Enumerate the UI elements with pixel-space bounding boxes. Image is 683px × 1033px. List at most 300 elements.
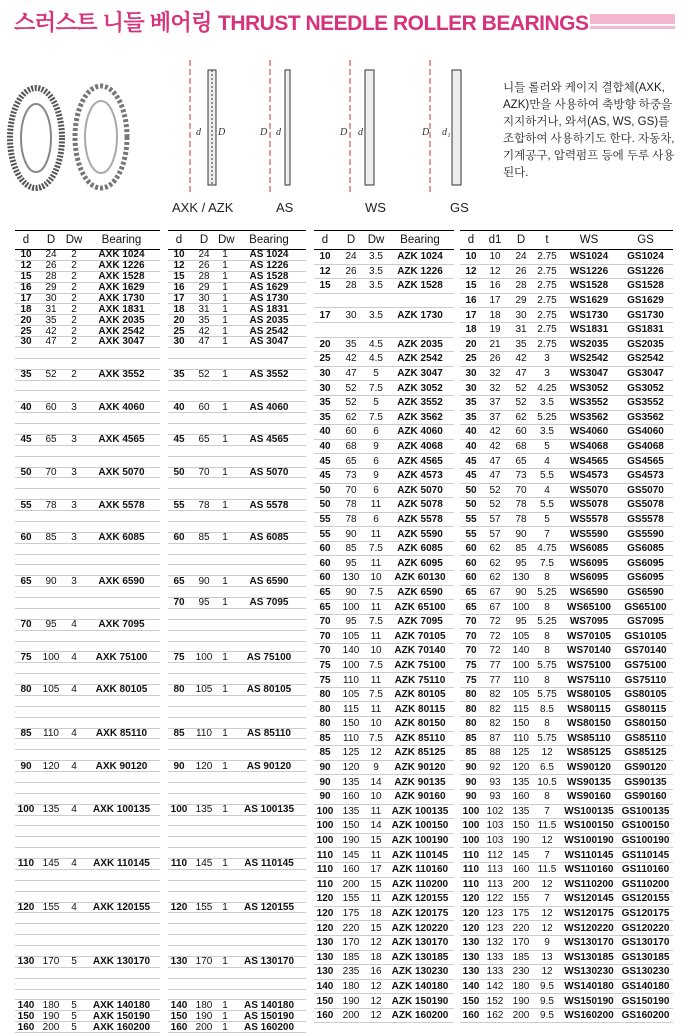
table-row — [460, 1009, 673, 1024]
table-cell: 12 — [370, 1010, 382, 1022]
table-cell: 8 — [544, 674, 550, 686]
table-cell: WS6590 — [569, 586, 609, 598]
table-cell: 185 — [512, 951, 530, 963]
table-cell: WS90120 — [567, 762, 611, 774]
table-row — [168, 696, 306, 707]
table-row — [168, 772, 306, 783]
svg-text:d₁: d₁ — [442, 127, 451, 138]
table-cell: GS5578 — [627, 513, 664, 525]
table-cell: 100 — [170, 804, 188, 816]
table-cell: 95 — [345, 557, 357, 569]
table-cell: 120 — [42, 761, 60, 772]
table-cell: WS1024 — [569, 251, 609, 263]
table-cell: 47 — [515, 368, 527, 380]
table-cell: AZK 100150 — [391, 820, 449, 832]
table-cell: 100 — [462, 805, 480, 817]
table-cell: 3.5 — [369, 309, 383, 321]
table-cell: WS5578 — [569, 513, 609, 525]
table-cell: 80 — [20, 685, 32, 696]
table-cell: 110 — [17, 859, 35, 870]
table-row — [15, 881, 160, 892]
table-cell: GS75110 — [624, 674, 667, 686]
table-cell: 65 — [20, 576, 32, 587]
table-cell: 7.5 — [369, 689, 383, 701]
table-row — [168, 348, 306, 359]
table-cell: AZK 7095 — [397, 616, 443, 628]
column-header: Dw — [65, 234, 83, 246]
table-cell: AS 3552 — [249, 369, 289, 381]
table-cell: WS100135 — [564, 805, 614, 817]
table-cell: 105 — [512, 689, 530, 701]
table-cell: 4 — [71, 685, 77, 696]
table-row — [460, 615, 673, 630]
table-cell: WS70105 — [567, 630, 611, 642]
table-cell: WS110200 — [564, 878, 614, 890]
table-cell: WS120175 — [564, 908, 614, 920]
table-cell: 15 — [370, 835, 382, 847]
table-cell: 30 — [319, 368, 331, 380]
table-cell: 6 — [373, 513, 379, 525]
column-header: Bearing — [400, 234, 440, 246]
table-row — [460, 834, 673, 849]
table-row — [460, 921, 673, 936]
table-cell: AXK 6085 — [98, 532, 145, 544]
table-cell: 2 — [71, 326, 77, 337]
table-cell: 7.5 — [369, 382, 383, 394]
table-cell: 120 — [195, 761, 213, 772]
table-cell: AS 130170 — [243, 956, 295, 968]
table-cell: 1 — [222, 804, 228, 816]
column-header: D — [346, 234, 356, 246]
table-cell: 18 — [370, 951, 382, 963]
table-cell: 47 — [345, 368, 357, 380]
table-cell: 125 — [512, 747, 530, 759]
table-cell: 110 — [462, 878, 480, 890]
table-cell: 52 — [45, 369, 57, 381]
table-row — [460, 250, 673, 265]
table-cell: 8 — [544, 601, 550, 613]
table-row — [15, 837, 160, 848]
table-cell: 60 — [173, 532, 185, 544]
table-cell: GS10105 — [624, 630, 667, 642]
table-cell: AS 1629 — [249, 282, 289, 294]
column-header: Bearing — [101, 234, 142, 246]
table-cell: 10 — [370, 572, 382, 584]
table-cell: 15 — [20, 271, 32, 283]
table-cell: 5 — [544, 513, 550, 525]
table-cell: 90 — [319, 762, 331, 774]
table-cell: AS 1730 — [249, 293, 289, 304]
table-cell: 35 — [319, 411, 331, 423]
table-cell: GS120220 — [621, 922, 670, 934]
table-cell: 230 — [512, 966, 530, 978]
table-row — [15, 729, 160, 740]
table-cell: 90 — [465, 776, 477, 788]
table-cell: AZK 1024 — [397, 251, 443, 263]
table-cell: 170 — [342, 937, 360, 949]
table-cell: 4.25 — [537, 382, 557, 394]
table-row — [314, 834, 454, 849]
table-cell: 12 — [541, 747, 553, 759]
table-row — [168, 446, 306, 457]
table-cell: 40 — [20, 402, 32, 413]
table-cell: 190 — [342, 995, 360, 1007]
table-cell: 18 — [489, 309, 501, 321]
column-header: d — [175, 234, 183, 246]
table-cell: 78 — [198, 500, 210, 511]
table-row — [314, 250, 454, 265]
table-row — [15, 718, 160, 729]
table-row — [15, 294, 160, 305]
table-row — [15, 783, 160, 794]
table-row — [15, 587, 160, 598]
table-cell: GS3047 — [627, 368, 664, 380]
table-row — [168, 370, 306, 381]
table-cell: 145 — [42, 859, 60, 870]
table-cell: AXK 5578 — [98, 500, 145, 511]
table-cell: GS110145 — [621, 849, 670, 861]
table-cell: 8 — [544, 645, 550, 657]
table-cell: 29 — [198, 282, 210, 294]
table-cell: 132 — [486, 937, 504, 949]
table-cell: 8 — [544, 718, 550, 730]
table-cell: 200 — [42, 1022, 60, 1033]
table-cell: 28 — [515, 280, 527, 292]
table-cell: 78 — [515, 513, 527, 525]
table-row — [314, 615, 454, 630]
table-cell: 65 — [319, 601, 331, 613]
table-cell: 185 — [342, 951, 360, 963]
table-cell: AXK 140180 — [92, 1000, 151, 1011]
table-cell: 155 — [42, 902, 60, 913]
table-cell: 12 — [319, 265, 331, 277]
table-cell: WS65100 — [567, 601, 611, 613]
table-row — [168, 478, 306, 489]
table-cell: 4 — [71, 761, 77, 772]
table-row — [460, 732, 673, 747]
table-row — [15, 359, 160, 370]
table-cell: 82 — [489, 718, 501, 730]
table-cell: 113 — [487, 864, 503, 876]
table-cell: 130 — [462, 937, 480, 949]
table-cell: 105 — [342, 689, 360, 701]
table-cell: GS70140 — [624, 645, 667, 657]
table-cell: 175 — [512, 908, 530, 920]
table-cell: AS 75100 — [246, 652, 292, 663]
table-cell: 5 — [71, 1011, 77, 1022]
table-cell: 70 — [20, 619, 32, 631]
table-cell: 77 — [489, 659, 501, 671]
table-cell: 200 — [512, 1010, 530, 1022]
table-cell: WS130185 — [564, 951, 614, 963]
table-row — [168, 620, 306, 631]
table-cell: 13 — [541, 951, 553, 963]
table-row — [15, 652, 160, 663]
table-cell: 11 — [370, 703, 382, 715]
table-cell: 125 — [342, 747, 360, 759]
table-cell: 2 — [71, 250, 77, 261]
table-row — [460, 629, 673, 644]
table-cell: GS6590 — [627, 586, 664, 598]
table-cell: 60 — [45, 402, 57, 413]
column-header: D — [199, 234, 209, 246]
table-cell: 12 — [173, 260, 185, 272]
table-cell: AZK 3552 — [397, 397, 443, 409]
table-cell: AS 150190 — [243, 1011, 295, 1022]
table-row — [314, 644, 454, 659]
table-cell: 5 — [544, 441, 550, 453]
table-cell: 90 — [515, 528, 527, 540]
table-row — [460, 775, 673, 790]
table-row — [15, 555, 160, 566]
table-row — [168, 609, 306, 620]
table-cell: 68 — [345, 441, 357, 453]
table-cell: AZK 120175 — [391, 908, 449, 920]
table-cell: 85 — [465, 747, 477, 759]
table-row — [15, 609, 160, 620]
table-cell: 30 — [345, 309, 357, 321]
table-cell: 160 — [316, 1010, 334, 1022]
table-cell: AZK 3052 — [397, 382, 443, 394]
table-cell: 55 — [319, 528, 331, 540]
table-cell: 120 — [316, 908, 334, 920]
table-cell: 11.5 — [537, 820, 557, 832]
table-cell: 1 — [222, 304, 228, 315]
table-cell: 150 — [512, 820, 530, 832]
table-azk — [314, 230, 454, 1023]
table-cell: 15 — [370, 922, 382, 934]
table-row — [168, 729, 306, 740]
table-cell: 52 — [489, 484, 501, 496]
table-cell: GS2035 — [627, 338, 664, 350]
table-cell: WS5078 — [569, 499, 609, 511]
table-row — [460, 571, 673, 586]
table-row — [15, 968, 160, 979]
table-cell: 10 — [465, 251, 477, 263]
table-cell: 35 — [515, 338, 527, 350]
table-row — [460, 367, 673, 382]
table-cell: 19 — [489, 324, 501, 336]
table-row — [15, 348, 160, 359]
table-row — [314, 936, 454, 951]
table-cell: 75 — [319, 659, 331, 671]
table-cell: AZK 1528 — [397, 280, 443, 292]
table-row — [15, 816, 160, 827]
table-cell: WS1226 — [569, 265, 609, 277]
table-cell: 26 — [515, 265, 527, 277]
table-row — [15, 250, 160, 261]
table-row — [15, 283, 160, 294]
table-row — [314, 1009, 454, 1024]
table-cell: 3 — [544, 353, 550, 365]
table-cell: 2.75 — [537, 251, 557, 263]
table-row — [460, 352, 673, 367]
table-cell: 100 — [342, 601, 360, 613]
table-cell: 90 — [345, 528, 357, 540]
table-cell: GS3552 — [627, 397, 664, 409]
table-row — [15, 761, 160, 772]
table-row — [168, 957, 306, 968]
table-cell: WS80115 — [567, 703, 611, 715]
table-cell: 160 — [342, 791, 360, 803]
table-header — [15, 230, 160, 250]
table-cell: AXK 1226 — [98, 260, 145, 272]
table-ws-gs — [460, 230, 673, 1023]
table-cell: 14 — [370, 776, 382, 788]
table-cell: GS75100 — [624, 659, 667, 671]
table-row — [15, 946, 160, 957]
table-cell: 17 — [20, 293, 32, 304]
table-row — [168, 261, 306, 272]
table-cell: 65 — [319, 586, 331, 598]
table-cell: GS6095 — [627, 557, 664, 569]
table-cell: 4 — [71, 804, 77, 816]
table-row — [314, 294, 454, 309]
svg-text:D: D — [340, 127, 348, 138]
table-cell: AZK 120220 — [391, 922, 449, 934]
table-cell: 4 — [71, 652, 77, 663]
table-cell: 100 — [462, 835, 480, 847]
table-row — [168, 587, 306, 598]
table-cell: 1 — [222, 250, 228, 261]
page-title — [14, 6, 589, 37]
table-cell: 4.5 — [369, 353, 383, 365]
table-cell: GS1629 — [627, 295, 664, 307]
table-cell: 2 — [71, 293, 77, 304]
table-cell: 90 — [319, 791, 331, 803]
column-header: Bearing — [249, 234, 289, 246]
table-cell: 5.5 — [540, 499, 554, 511]
table-cell: 65 — [465, 601, 477, 613]
table-cell: AXK 110145 — [93, 859, 150, 870]
table-row — [168, 631, 306, 642]
table-cell: 200 — [195, 1022, 213, 1033]
table-row — [168, 794, 306, 805]
table-row — [314, 717, 454, 732]
table-cell: GS120155 — [621, 893, 670, 905]
table-cell: 113 — [487, 878, 503, 890]
table-cell: 145 — [342, 849, 360, 861]
table-cell: 52 — [198, 369, 210, 381]
table-cell: WS130170 — [564, 937, 614, 949]
table-cell: 45 — [465, 455, 477, 467]
table-row — [460, 688, 673, 703]
table-row — [314, 775, 454, 790]
table-cell: 1 — [222, 402, 228, 413]
table-cell: AZK 100135 — [391, 805, 449, 817]
table-cell: GS85110 — [624, 732, 667, 744]
table-cell: 30 — [198, 293, 210, 304]
table-cell: 6 — [373, 455, 379, 467]
table-cell: 16 — [173, 282, 185, 294]
table-row — [314, 425, 454, 440]
table-cell: 3 — [71, 576, 77, 587]
table-cell: 50 — [319, 499, 331, 511]
table-cell: GS130230 — [621, 966, 670, 978]
table-cell: WS2542 — [569, 353, 609, 365]
table-row — [168, 402, 306, 413]
table-cell: 2.75 — [537, 324, 557, 336]
table-cell: 21 — [489, 338, 501, 350]
table-row — [460, 425, 673, 440]
table-row — [15, 739, 160, 750]
table-cell: 17 — [465, 309, 477, 321]
table-cell: AZK 6590 — [397, 586, 443, 598]
table-cell: 9.5 — [540, 995, 554, 1007]
table-row — [15, 326, 160, 337]
table-row — [15, 272, 160, 283]
table-cell: AZK 1226 — [397, 265, 443, 277]
table-cell: 120 — [342, 762, 360, 774]
table-cell: WS140180 — [564, 980, 614, 992]
table-cell: 175 — [342, 908, 360, 920]
table-row — [15, 848, 160, 859]
table-cell: AZK 2542 — [397, 353, 443, 365]
table-cell: GS160200 — [621, 1010, 670, 1022]
table-cell: AZK 110160 — [391, 864, 449, 876]
table-cell: GS110160 — [621, 864, 670, 876]
table-cell: 40 — [319, 426, 331, 438]
table-cell: 28 — [45, 271, 57, 283]
table-cell: WS150190 — [564, 995, 614, 1007]
table-row — [15, 598, 160, 609]
table-row — [460, 381, 673, 396]
table-cell: 12 — [489, 265, 501, 277]
table-cell: 42 — [345, 353, 357, 365]
table-row — [168, 1000, 306, 1011]
table-row — [168, 304, 306, 315]
table-cell: 135 — [42, 804, 60, 816]
table-cell: 140 — [17, 1000, 35, 1011]
table-cell: 28 — [345, 280, 357, 292]
table-cell: 10 — [20, 250, 32, 261]
table-row — [168, 935, 306, 946]
table-cell: WS120145 — [564, 893, 614, 905]
column-header: WS — [579, 234, 599, 246]
table-row — [168, 522, 306, 533]
table-cell: GS110200 — [621, 878, 670, 890]
table-cell: 7.5 — [540, 557, 554, 569]
table-row — [168, 337, 306, 348]
table-row — [15, 457, 160, 468]
table-cell: WS100190 — [564, 835, 614, 847]
table-row — [460, 673, 673, 688]
table-cell: 78 — [345, 513, 357, 525]
table-cell: 85 — [319, 747, 331, 759]
table-row — [314, 732, 454, 747]
table-row — [314, 396, 454, 411]
table-cell: 32 — [489, 382, 501, 394]
table-cell: AXK 2542 — [98, 326, 145, 337]
table-row — [15, 990, 160, 1001]
table-cell: 1 — [222, 1011, 228, 1022]
table-cell: 60 — [345, 426, 357, 438]
table-cell: AZK 80150 — [394, 718, 446, 730]
table-cell: 2 — [71, 282, 77, 294]
table-cell: 1 — [222, 956, 228, 968]
table-cell: 80 — [173, 685, 185, 696]
table-cell: 67 — [489, 601, 501, 613]
table-cell: AZK 85110 — [394, 732, 446, 744]
table-cell: 5.75 — [537, 689, 557, 701]
table-cell: AXK 3047 — [98, 337, 145, 348]
table-cell: 10 — [173, 250, 185, 261]
table-row — [314, 352, 454, 367]
table-cell: AS 3047 — [249, 337, 289, 348]
table-cell: 30 — [173, 337, 185, 348]
table-cell: 2 — [71, 315, 77, 326]
table-cell: 110 — [170, 859, 188, 870]
